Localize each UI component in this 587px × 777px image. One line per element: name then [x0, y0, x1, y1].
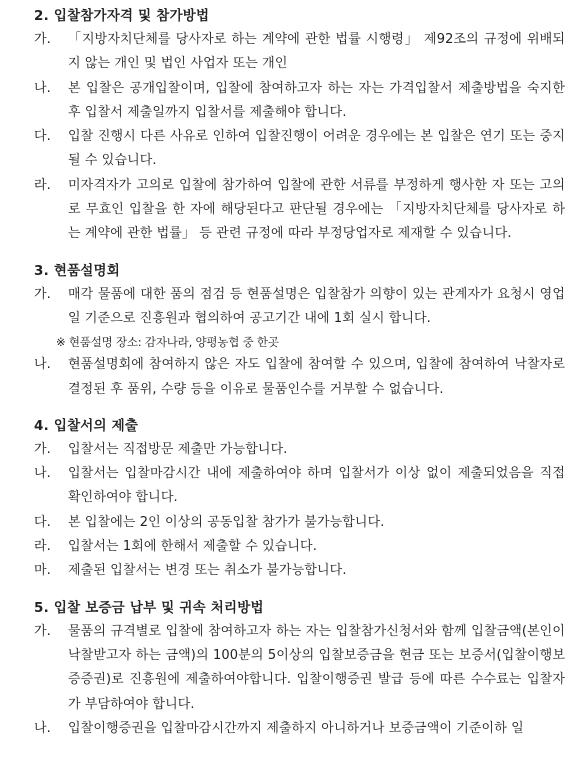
list-item — [34, 717, 565, 741]
item-marker: 나. — [34, 720, 51, 736]
item-marker: 라. — [34, 539, 51, 555]
list-item — [34, 28, 565, 77]
section-heading: 3. 현품설명회 — [34, 262, 121, 279]
list-item — [34, 535, 565, 559]
list-item — [34, 353, 565, 402]
item-text: 입찰서는 입찰마감시간 내에 제출하여야 하며 입찰서가 이상 없이 제출되었음을 직접 확인하여야 합니다. — [68, 466, 565, 506]
list-item — [34, 77, 565, 126]
item-text: 제출된 입찰서는 변경 또는 취소가 불가능합니다. — [68, 563, 347, 579]
section-participation — [34, 4, 565, 247]
item-text: 본 입찰에는 2인 이상의 공동입찰 참가가 불가능합니다. — [68, 514, 385, 530]
item-marker: 가. — [34, 623, 51, 639]
section-heading: 2. 입찰참가자격 및 참가방법 — [34, 8, 210, 24]
item-marker: 다. — [34, 514, 51, 530]
section-product-briefing — [34, 259, 565, 402]
item-marker: 라. — [34, 177, 51, 193]
item-marker: 가. — [34, 32, 51, 47]
item-marker: 다. — [34, 129, 51, 145]
section-heading: 5. 입찰 보증금 납부 및 귀속 처리방법 — [34, 599, 264, 616]
item-text: 입찰서는 1회에 한해서 제출할 수 있습니다. — [68, 539, 317, 555]
item-marker: 마. — [34, 563, 51, 579]
list-item — [34, 511, 565, 535]
item-marker: 나. — [34, 80, 51, 96]
list-item — [34, 174, 565, 247]
section-bid-deposit — [34, 596, 565, 741]
section-heading: 4. 입찰서의 제출 — [34, 417, 139, 434]
item-marker: 가. — [34, 441, 51, 457]
list-item — [34, 620, 565, 717]
item-text: 입찰 진행시 다른 사유로 인하여 입찰진행이 어려운 경우에는 본 입찰은 연기 또는 중지될 수 있습니다. — [68, 129, 565, 169]
item-text: 매각 물품에 대한 품의 점검 등 현품설명은 입찰참가 의향이 있는 관계자가 요청시 영업일 기준으로 진흥원과 협의하여 공고기간 내에 1회 실시 합니다. — [68, 286, 565, 326]
section-bid-submission — [34, 414, 565, 584]
list-item — [34, 462, 565, 511]
item-marker: 나. — [34, 466, 51, 482]
list-item — [34, 559, 565, 583]
item-marker: 가. — [34, 286, 51, 302]
item-text: 「지방자치단체를 당사자로 하는 계약에 관한 법률 시행령」 제92조의 규정에 위배되지 않는 개인 및 법인 사업자 또는 개인 — [68, 32, 565, 72]
item-text: 입찰이행증권을 입찰마감시간까지 제출하지 아니하거나 보증금액이 기준이하 일 — [68, 720, 524, 736]
item-text: 물품의 규격별로 입찰에 참여하고자 하는 자는 입찰참가신청서와 함께 입찰금액(본인이 낙찰받고자 하는 금액)의 100분의 5이상의 입찰보증금을 현금 또는 보증서(입찰이행보증증권)로 진흥원에 제출하여야합니다. 입찰이행증권 발급 등에 따른 수수료는 입찰자가 부담하여야 합니다. — [68, 623, 565, 712]
item-text: 현품설명회에 참여하지 않은 자도 입찰에 참여할 수 있으며, 입찰에 참여하여 낙찰자로 결정된 후 품위, 수량 등을 이유로 물품인수를 거부할 수 없습니다. — [68, 357, 565, 397]
item-text: 미자격자가 고의로 입찰에 참가하여 입찰에 관한 서류를 부정하게 행사한 자 또는 고의로 무효인 입찰을 한 자에 해당된다고 판단될 경우에는 「지방자치단체를 당사자로 하는 계약에 관한 법률」 등 관련 규정에 따라 부정당업자로 제재할 수 있습니다. — [68, 177, 565, 242]
briefing-location-note: ※ 현품설명 장소: 감자나라, 양평농협 중 한곳 — [56, 335, 279, 350]
list-item — [34, 125, 565, 174]
item-text: 입찰서는 직접방문 제출만 가능합니다. — [68, 441, 288, 457]
list-item — [34, 438, 565, 462]
item-marker: 나. — [34, 357, 51, 373]
item-text: 본 입찰은 공개입찰이며, 입찰에 참여하고자 하는 자는 가격입찰서 제출방법을 숙지한 후 입찰서 제출일까지 입찰서를 제출해야 합니다. — [68, 80, 565, 120]
list-item — [34, 283, 565, 332]
